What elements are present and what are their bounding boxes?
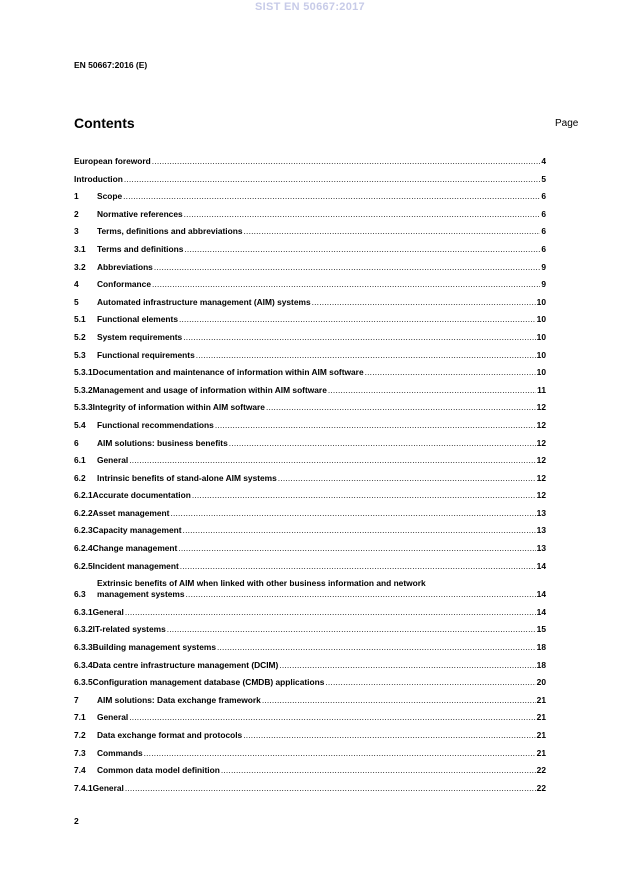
toc-entry[interactable] (74, 561, 546, 572)
watermark: SIST EN 50667:2017 (255, 1, 365, 13)
toc-entry-page: 6 (541, 208, 546, 219)
toc-entry-number: 7.4 (74, 765, 86, 776)
toc-entry-number: 2 (74, 208, 79, 219)
toc-entry-page: 4 (541, 156, 546, 166)
toc-entry-page: 11 (537, 384, 546, 395)
toc-leader-dots (178, 314, 536, 325)
toc-leader-dots (182, 332, 535, 343)
toc-entry[interactable] (74, 420, 546, 431)
toc-entry-page: 21 (536, 730, 546, 740)
toc-leader-dots (151, 279, 540, 290)
toc-entry[interactable] (74, 695, 546, 706)
toc-entry-title: Capacity management (92, 525, 182, 536)
toc-entry-page: 13 (536, 507, 546, 518)
toc-entry-number: 6.2 (74, 472, 86, 483)
toc-entry[interactable] (74, 174, 546, 185)
toc-entry-page: 20 (536, 677, 546, 688)
toc-entry-number: 6.3 (74, 589, 86, 600)
toc-entry[interactable] (74, 385, 546, 396)
toc-entry-page: 15 (536, 624, 546, 635)
toc-entry-number: 5.1 (74, 314, 86, 325)
toc-entry-title: Integrity of information within AIM software (92, 402, 265, 413)
toc-entry-page: 21 (536, 694, 546, 705)
toc-entry-title: Intrinsic benefits of stand-alone AIM systems (97, 472, 277, 483)
toc-entry-page: 6 (541, 191, 546, 202)
toc-entry[interactable] (74, 473, 546, 484)
toc-entry-title: Asset management (92, 507, 170, 518)
toc-entry-title: European foreword (74, 156, 151, 166)
toc-entry-page: 21 (536, 747, 546, 758)
toc-entry-page: 12 (536, 419, 546, 430)
toc-entry[interactable] (74, 543, 546, 554)
toc-leader-dots (243, 226, 541, 237)
toc-entry-title: Scope (97, 191, 123, 202)
toc-entry-title: Building management systems (92, 642, 216, 653)
toc-leader-dots (327, 385, 536, 396)
toc-entry-number: 6.2.1 (74, 490, 93, 501)
toc-leader-dots (169, 508, 535, 519)
toc-entry-title: General (97, 712, 129, 723)
toc-entry-page: 12 (536, 490, 546, 501)
toc-entry-number: 6.3.4 (74, 659, 93, 670)
toc-entry-title: Conformance (97, 279, 151, 290)
toc-entry[interactable] (74, 712, 546, 723)
toc-leader-dots (195, 350, 536, 361)
toc-leader-dots (311, 297, 536, 308)
toc-entry-title: Functional recommendations (97, 419, 214, 430)
toc-entry-number: 6.2.2 (74, 507, 93, 518)
toc-entry-title: General (92, 782, 124, 793)
toc-entry-title: General (97, 455, 129, 466)
toc-entry[interactable] (74, 279, 546, 290)
toc-leader-dots (216, 642, 536, 653)
toc-entry-number: 6.3.1 (74, 606, 93, 617)
toc-entry-page: 14 (536, 589, 546, 600)
toc-leader-dots (128, 455, 535, 466)
toc-entry[interactable] (74, 156, 546, 167)
toc-entry-page: 14 (536, 560, 546, 571)
toc-entry[interactable] (74, 262, 546, 273)
toc-entry[interactable] (74, 607, 546, 618)
toc-entry[interactable] (74, 765, 546, 776)
toc-entry-title: Functional elements (97, 314, 178, 325)
toc-entry[interactable] (74, 508, 546, 519)
toc-entry-title: AIM solutions: business benefits (97, 437, 228, 448)
toc-entry-number: 5.2 (74, 331, 86, 342)
toc-entry[interactable] (74, 226, 546, 237)
toc-leader-dots (185, 589, 536, 600)
toc-entry-title: Configuration management database (CMDB) applications (92, 677, 325, 688)
toc-entry-number: 6.3.5 (74, 677, 93, 688)
toc-leader-dots (182, 525, 536, 536)
toc-entry-title-continued: management systems (97, 589, 185, 600)
toc-entry-page: 12 (536, 455, 546, 466)
toc-entry-number: 5.3 (74, 349, 86, 360)
toc-entry-title: Introduction (74, 173, 123, 184)
toc-leader-dots (151, 156, 541, 167)
toc-entry[interactable] (74, 350, 546, 361)
toc-entry-number: 3.1 (74, 243, 86, 254)
toc-entry[interactable] (74, 455, 546, 466)
toc-leader-dots (183, 209, 541, 220)
toc-entry-page: 22 (536, 765, 546, 776)
toc-entry-page: 10 (536, 331, 546, 342)
toc-entry-title: Functional requirements (97, 349, 195, 360)
toc-entry-title: IT-related systems (92, 624, 166, 635)
toc-entry[interactable] (74, 332, 546, 343)
toc-entry-page: 18 (536, 659, 546, 670)
toc-leader-dots (242, 730, 535, 741)
toc-entry-title: General (92, 606, 124, 617)
toc-entry-page: 18 (536, 642, 546, 653)
toc-entry-title: Terms, definitions and abbreviations (97, 226, 243, 237)
toc-entry-title: Change management (92, 543, 178, 554)
toc-entry-page: 22 (536, 782, 546, 793)
toc-leader-dots (124, 607, 536, 618)
toc-entry-number: 3.2 (74, 261, 86, 272)
toc-leader-dots (364, 367, 536, 378)
toc-entry-page: 9 (541, 261, 546, 272)
page-number: 2 (74, 816, 79, 826)
toc-entry-page: 5 (541, 173, 546, 184)
toc-leader-dots (324, 677, 535, 688)
toc-entry-number: 7 (74, 694, 79, 705)
toc-entry-number: 1 (74, 191, 79, 202)
toc-entry-title: Common data model definition (97, 765, 220, 776)
toc-entry-number: 5.3.1 (74, 367, 93, 378)
toc-entry[interactable] (74, 677, 546, 688)
toc-entry[interactable] (74, 209, 546, 220)
toc-entry-page: 21 (536, 712, 546, 723)
toc-leader-dots (277, 473, 536, 484)
toc-entry-page: 12 (536, 402, 546, 413)
toc-entry-number: 6.3.2 (74, 624, 93, 635)
toc-leader-dots (265, 402, 536, 413)
toc-entry-number: 6.2.4 (74, 543, 93, 554)
toc-entry-title: AIM solutions: Data exchange framework (97, 694, 261, 705)
table-of-contents (74, 156, 546, 800)
toc-entry-number: 5 (74, 296, 79, 307)
toc-entry-number: 6.1 (74, 455, 86, 466)
toc-entry-page: 10 (536, 296, 546, 307)
toc-entry-number: 4 (74, 279, 79, 290)
toc-entry-title: Commands (97, 747, 143, 758)
toc-entry-title: Data exchange format and protocols (97, 730, 243, 740)
toc-entry-page: 9 (541, 279, 546, 290)
toc-entry[interactable] (74, 730, 546, 741)
toc-entry-title: Abbreviations (97, 261, 153, 272)
toc-entry-number: 6.3.3 (74, 642, 93, 653)
toc-leader-dots (153, 262, 540, 273)
toc-entry-title: Data centre infrastructure management (DCIM) (92, 659, 279, 670)
toc-entry-page: 10 (536, 349, 546, 360)
toc-leader-dots (191, 490, 536, 501)
toc-entry[interactable] (74, 748, 546, 759)
toc-entry[interactable] (74, 578, 546, 600)
toc-entry-number: 7.4.1 (74, 782, 93, 793)
toc-leader-dots (278, 660, 535, 671)
toc-entry[interactable] (74, 525, 546, 536)
toc-entry-number: 6 (74, 437, 79, 448)
toc-entry-title: Incident management (92, 560, 179, 571)
toc-leader-dots (214, 420, 536, 431)
toc-leader-dots (166, 624, 536, 635)
toc-entry-page: 6 (541, 226, 546, 237)
toc-entry-number: 5.3.3 (74, 402, 93, 413)
toc-entry[interactable] (74, 402, 546, 413)
toc-leader-dots (183, 244, 540, 255)
toc-entry-number: 5.4 (74, 419, 86, 430)
toc-leader-dots (143, 748, 536, 759)
toc-entry[interactable] (74, 660, 546, 671)
toc-entry[interactable] (74, 490, 546, 501)
toc-entry-page: 14 (536, 606, 546, 617)
toc-leader-dots (177, 543, 535, 554)
toc-entry-page: 6 (541, 243, 546, 254)
toc-entry-title: Accurate documentation (92, 490, 191, 501)
toc-entry-title: System requirements (97, 331, 183, 342)
toc-leader-dots (179, 561, 536, 572)
toc-entry[interactable] (74, 314, 546, 325)
toc-entry-number: 7.1 (74, 712, 86, 723)
toc-entry-page: 12 (536, 437, 546, 448)
toc-entry-page: 10 (536, 314, 546, 325)
toc-entry-number: 3 (74, 226, 79, 237)
toc-entry-number: 7.2 (74, 730, 86, 740)
toc-leader-dots (123, 174, 540, 185)
toc-entry-title: Terms and definitions (97, 243, 184, 254)
toc-entry-number: 7.3 (74, 747, 86, 758)
toc-entry-title: Automated infrastructure management (AIM) systems (97, 296, 311, 307)
toc-entry-title: Management and usage of information within AIM software (92, 384, 327, 395)
toc-entry[interactable] (74, 244, 546, 255)
toc-entry-page: 10 (536, 367, 546, 378)
toc-entry-number: 5.3.2 (74, 384, 93, 395)
toc-entry-number: 6.2.3 (74, 525, 93, 536)
toc-leader-dots (122, 191, 540, 202)
page-column-label: Page (555, 118, 579, 129)
toc-entry[interactable] (74, 297, 546, 308)
toc-leader-dots (124, 783, 536, 794)
contents-heading: Contents (74, 115, 135, 131)
toc-entry[interactable] (74, 367, 546, 378)
toc-entry-title: Documentation and maintenance of information within AIM software (92, 367, 364, 378)
toc-entry[interactable] (74, 438, 546, 449)
toc-entry[interactable] (74, 191, 546, 202)
toc-entry-page: 13 (536, 525, 546, 536)
toc-leader-dots (128, 712, 535, 723)
toc-leader-dots (228, 438, 536, 449)
toc-entry[interactable] (74, 642, 546, 653)
toc-entry-page: 12 (536, 472, 546, 483)
toc-leader-dots (261, 695, 536, 706)
toc-leader-dots (220, 765, 536, 776)
toc-entry-page: 13 (536, 543, 546, 554)
toc-entry-title: Normative references (97, 208, 183, 219)
toc-entry-number: 6.2.5 (74, 560, 93, 571)
document-id: EN 50667:2016 (E) (74, 60, 148, 70)
toc-entry-title: Extrinsic benefits of AIM when linked with other business information and network (97, 578, 426, 589)
toc-entry[interactable] (74, 624, 546, 635)
toc-entry[interactable] (74, 783, 546, 794)
